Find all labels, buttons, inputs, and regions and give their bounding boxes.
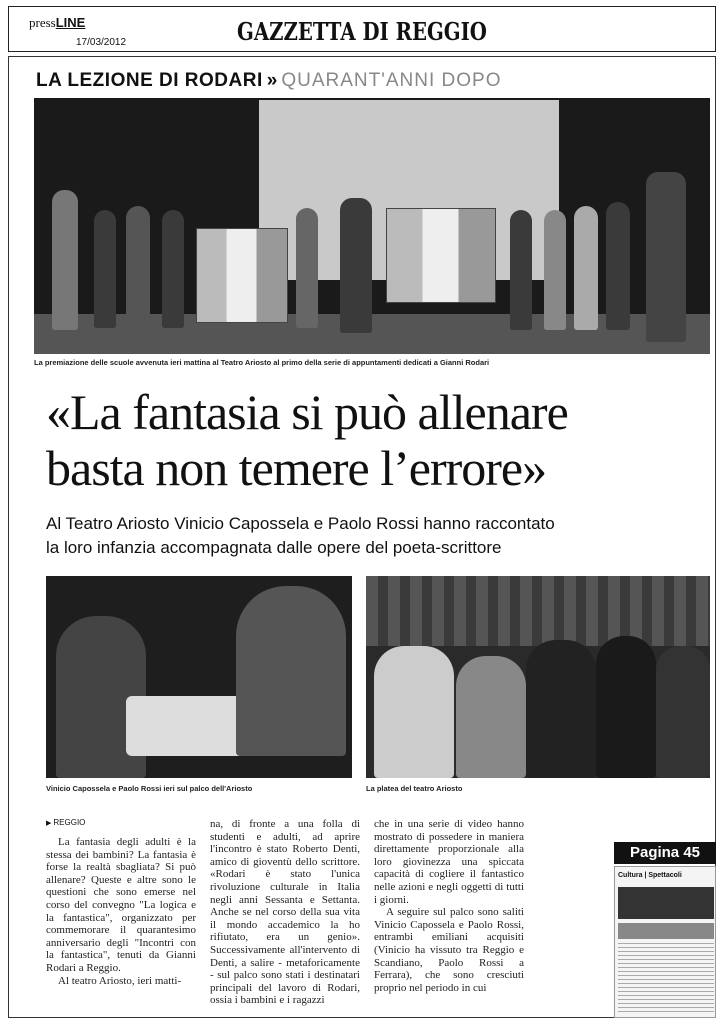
section-marker-icon: ▶ (46, 820, 52, 827)
thumbnail-image (618, 887, 714, 919)
issue-date: 17/03/2012 (76, 37, 127, 48)
brand-prefix: press (29, 15, 56, 30)
kicker-main: LA LEZIONE DI RODARI (36, 70, 263, 91)
page-thumbnail[interactable] (614, 866, 716, 1018)
subhead-line-2: la loro infanzia accompagnata dalle opere del poeta-scrittore (46, 538, 502, 557)
article-column-1 (46, 836, 196, 987)
person-figure (340, 198, 372, 333)
banner-flag (386, 208, 496, 303)
headline-line-2: basta non temere l’errore» (46, 440, 547, 496)
press-header (8, 6, 716, 52)
article-kicker (36, 70, 501, 92)
headline (46, 384, 706, 496)
thumbnail-text (618, 943, 714, 1013)
page-number-badge: Pagina 45 (614, 842, 716, 864)
article-paragraph: na, di fronte a una folla di studenti e adulti, ad aprire l'incontro è stato Roberto Denti, amico di gioventù dello scrittore. «Rodari è stato l'unica rivoluzione culturale in Italia negli anni Sessanta e Settanta. Anche se nel corso della sua vita il mondo accademico la ho rifiutato, era un genio». Successivamente all'intervento di Denti, a salire - metaforicamente - sul palco sono stati i destinatari principali del lavoro di Rodari, ossia i bambini e i ragazzi (210, 818, 360, 1007)
person-figure (656, 646, 710, 778)
article-column-2 (210, 818, 360, 1007)
speakers-photo (46, 576, 352, 778)
article-paragraph: A seguire sul palco sono saliti Vinicio Capossela e Paolo Rossi, entrambi emiliani acquisiti (Vinicio ha vissuto tra Reggio e Scandiano, Paolo Rossi a Ferrara), che sono cresciuti proprio nel periodo in cui (374, 906, 524, 994)
person-figure (94, 210, 116, 328)
subhead-line-1: Al Teatro Ariosto Vinicio Capossela e Paolo Rossi hanno raccontato (46, 514, 555, 533)
section-tag (46, 818, 85, 827)
person-figure (596, 636, 656, 778)
main-photo (34, 98, 710, 354)
person-figure (526, 640, 596, 778)
brand-suffix: LINE (55, 15, 86, 30)
article-paragraph: Al teatro Ariosto, ieri matti- (58, 974, 182, 987)
person-figure (162, 210, 184, 328)
person-figure (296, 208, 318, 328)
person-figure (236, 586, 346, 756)
main-photo-caption: La premiazione delle scuole avvenuta ieri mattina al Teatro Ariosto al primo della serie di appuntamenti dedicati a Gianni Rodari (34, 358, 490, 367)
person-figure (574, 206, 598, 330)
person-figure (606, 202, 630, 330)
audience-back-rows (366, 576, 710, 646)
article-paragraph: che in una serie di video hanno mostrato di possedere in maniera direttamente proporzionale alla loro giovinezza una spiccata capacità di cogliere il fantastico nelle azioni e negli oggetti di tutti i giorni. (374, 818, 524, 906)
person-figure (646, 172, 686, 342)
section-label: REGGIO (53, 818, 86, 827)
thumbnail-headline (618, 923, 714, 939)
person-figure (126, 206, 150, 328)
person-figure (52, 190, 78, 330)
person-figure (374, 646, 454, 778)
audience-photo-caption: La platea del teatro Ariosto (366, 784, 463, 793)
kicker-secondary: QUARANT'ANNI DOPO (281, 70, 502, 91)
person-figure (544, 210, 566, 330)
banner-flag (196, 228, 288, 323)
kicker-separator: » (266, 70, 278, 91)
audience-photo (366, 576, 710, 778)
person-figure (456, 656, 526, 778)
headline-line-1: «La fantasia si può allenare (46, 384, 568, 440)
thumbnail-section-label: Cultura | Spettacoli (618, 872, 682, 879)
article-column-3 (374, 818, 524, 994)
speakers-photo-caption: Vinicio Capossela e Paolo Rossi ieri sul palco dell'Ariosto (46, 784, 253, 793)
subheadline (46, 512, 706, 560)
person-figure (510, 210, 532, 330)
article-paragraph: La fantasia degli adulti è la stessa dei bambini? La fantasia è forse la realtà sbagliata? Si può allenare? Queste e altre sono le questioni che sono emerse nel corso del convegno "La logica e la fantastica", organizzato per commemorare il quarantesimo anniversario degli "Incontri con la fantastica", tenuti da Gianni Rodari a Reggio. (46, 836, 196, 974)
publication-title: GAZZETTA DI REGGIO (237, 17, 487, 46)
